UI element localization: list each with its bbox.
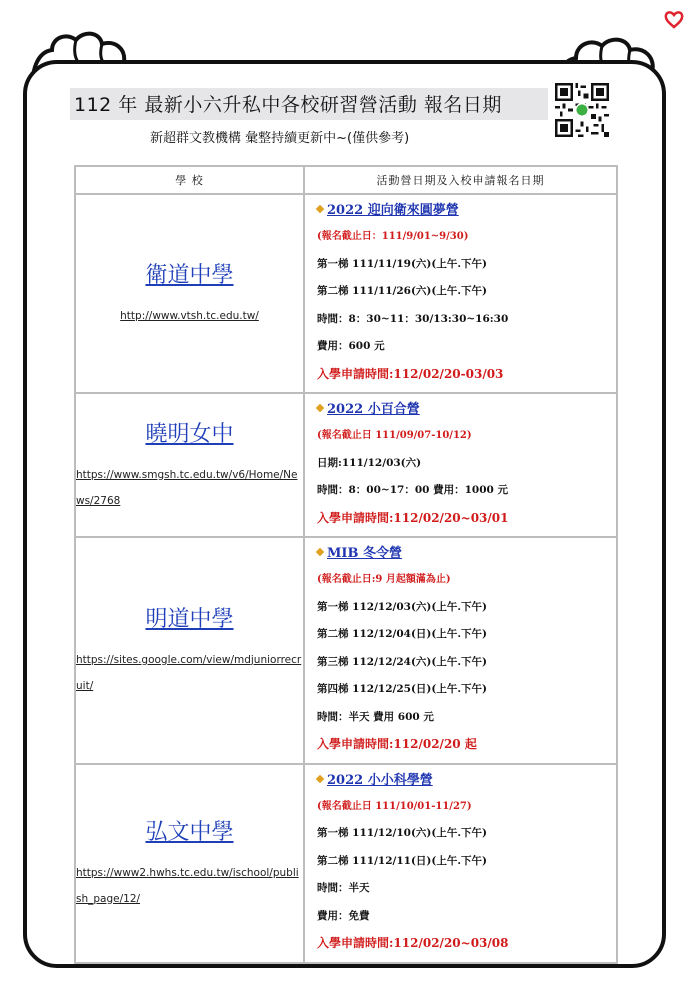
school-url-link[interactable]: https://www.smgsh.tc.edu.tw/v6/Home/News/2768 — [76, 468, 298, 507]
schedule-table — [74, 165, 618, 964]
school-url-link[interactable]: https://www2.hwhs.tc.edu.tw/ischool/publish_page/12/ — [76, 866, 299, 905]
schedule-line: 第一梯 111/11/19(六)(上午.下午) — [317, 257, 487, 270]
schedule-line: 第二梯 111/11/26(六)(上午.下午) — [317, 285, 487, 297]
table-row — [75, 393, 617, 537]
schedule-line: 費用：免費 — [317, 909, 370, 922]
table-row — [75, 537, 617, 764]
info-cell — [304, 194, 617, 393]
schedule-line: 第四梯 112/12/25(日)(上午.下午) — [317, 683, 487, 695]
school-cell — [75, 764, 304, 963]
column-header-school: 學 校 — [75, 166, 304, 194]
table-row — [75, 764, 617, 963]
heart-icon — [664, 10, 684, 30]
info-cell — [304, 537, 617, 764]
deadline-text: (報名截止日 111/09/07-10/12) — [317, 430, 472, 441]
column-header-info: 活動營日期及入校申請報名日期 — [304, 166, 617, 194]
schedule-line: 日期:111/12/03(六) — [317, 456, 422, 469]
camp-title-link[interactable] — [317, 769, 616, 793]
schedule-line: 費用：600 元 — [317, 340, 385, 352]
info-cell — [304, 393, 617, 537]
schedule-line: 第一梯 112/12/03(六)(上午.下午) — [317, 600, 487, 613]
camp-title-text: 2022 小小科學營 — [327, 772, 433, 788]
diamond-bullet-icon — [316, 548, 324, 556]
school-cell — [75, 537, 304, 764]
apply-period-text: 入學申請時間:112/02/20~03/08 — [317, 936, 509, 950]
deadline-text: (報名截止日 111/10/01-11/27) — [317, 800, 472, 812]
school-name-link[interactable]: 曉明女中 — [145, 421, 234, 447]
apply-period-text: 入學申請時間:112/02/20~03/01 — [317, 510, 509, 525]
schedule-line: 時間：半天 — [317, 882, 370, 894]
schedule-line: 第三梯 112/12/24(六)(上午.下午) — [317, 655, 487, 668]
school-cell — [75, 194, 304, 393]
school-name-link[interactable]: 明道中學 — [145, 606, 234, 632]
school-url-link[interactable]: https://sites.google.com/view/mdjuniorrecruit/ — [76, 653, 302, 692]
schedule-line: 時間：8：00~17：00 費用：1000 元 — [317, 484, 508, 496]
diamond-bullet-icon — [316, 404, 324, 412]
schedule-line: 時間：8：30~11：30/13:30~16:30 — [317, 312, 509, 325]
school-url-link[interactable]: http://www.vtsh.tc.edu.tw/ — [120, 310, 259, 322]
table-header-row — [75, 166, 617, 194]
camp-title-text: MIB 冬令營 — [327, 546, 402, 561]
schedule-line: 第二梯 112/12/04(日)(上午.下午) — [317, 628, 487, 640]
school-name-link[interactable]: 弘文中學 — [145, 819, 234, 845]
camp-title-link[interactable] — [317, 398, 616, 422]
deadline-text: (報名截止日:9 月起額滿為止) — [317, 574, 451, 585]
school-cell — [75, 393, 304, 537]
apply-period-text: 入學申請時間:112/02/20 起 — [317, 737, 477, 751]
qr-code-icon[interactable] — [555, 83, 609, 137]
camp-title-text: 2022 迎向衛來圓夢營 — [327, 203, 459, 218]
page-title: 112 年 最新小六升私中各校研習營活動 報名日期 — [74, 94, 502, 116]
info-cell — [304, 764, 617, 963]
schedule-line: 第二梯 111/12/11(日)(上午.下午) — [317, 854, 487, 867]
schedule-line: 第一梯 111/12/10(六)(上午.下午) — [317, 827, 487, 839]
diamond-bullet-icon — [316, 774, 324, 782]
camp-title-link[interactable] — [317, 199, 616, 223]
diamond-bullet-icon — [316, 205, 324, 213]
apply-period-text: 入學申請時間:112/02/20-03/03 — [317, 366, 504, 381]
table-row — [75, 194, 617, 393]
page-subtitle: 新超群文教機構 彙整持續更新中~(僅供參考) — [150, 131, 410, 146]
schedule-line: 時間：半天 費用 600 元 — [317, 710, 434, 723]
deadline-text: (報名截止日：111/9/01~9/30) — [317, 231, 469, 242]
camp-title-text: 2022 小百合營 — [327, 402, 420, 417]
school-name-link[interactable]: 衛道中學 — [145, 263, 234, 288]
camp-title-link[interactable] — [317, 542, 616, 566]
